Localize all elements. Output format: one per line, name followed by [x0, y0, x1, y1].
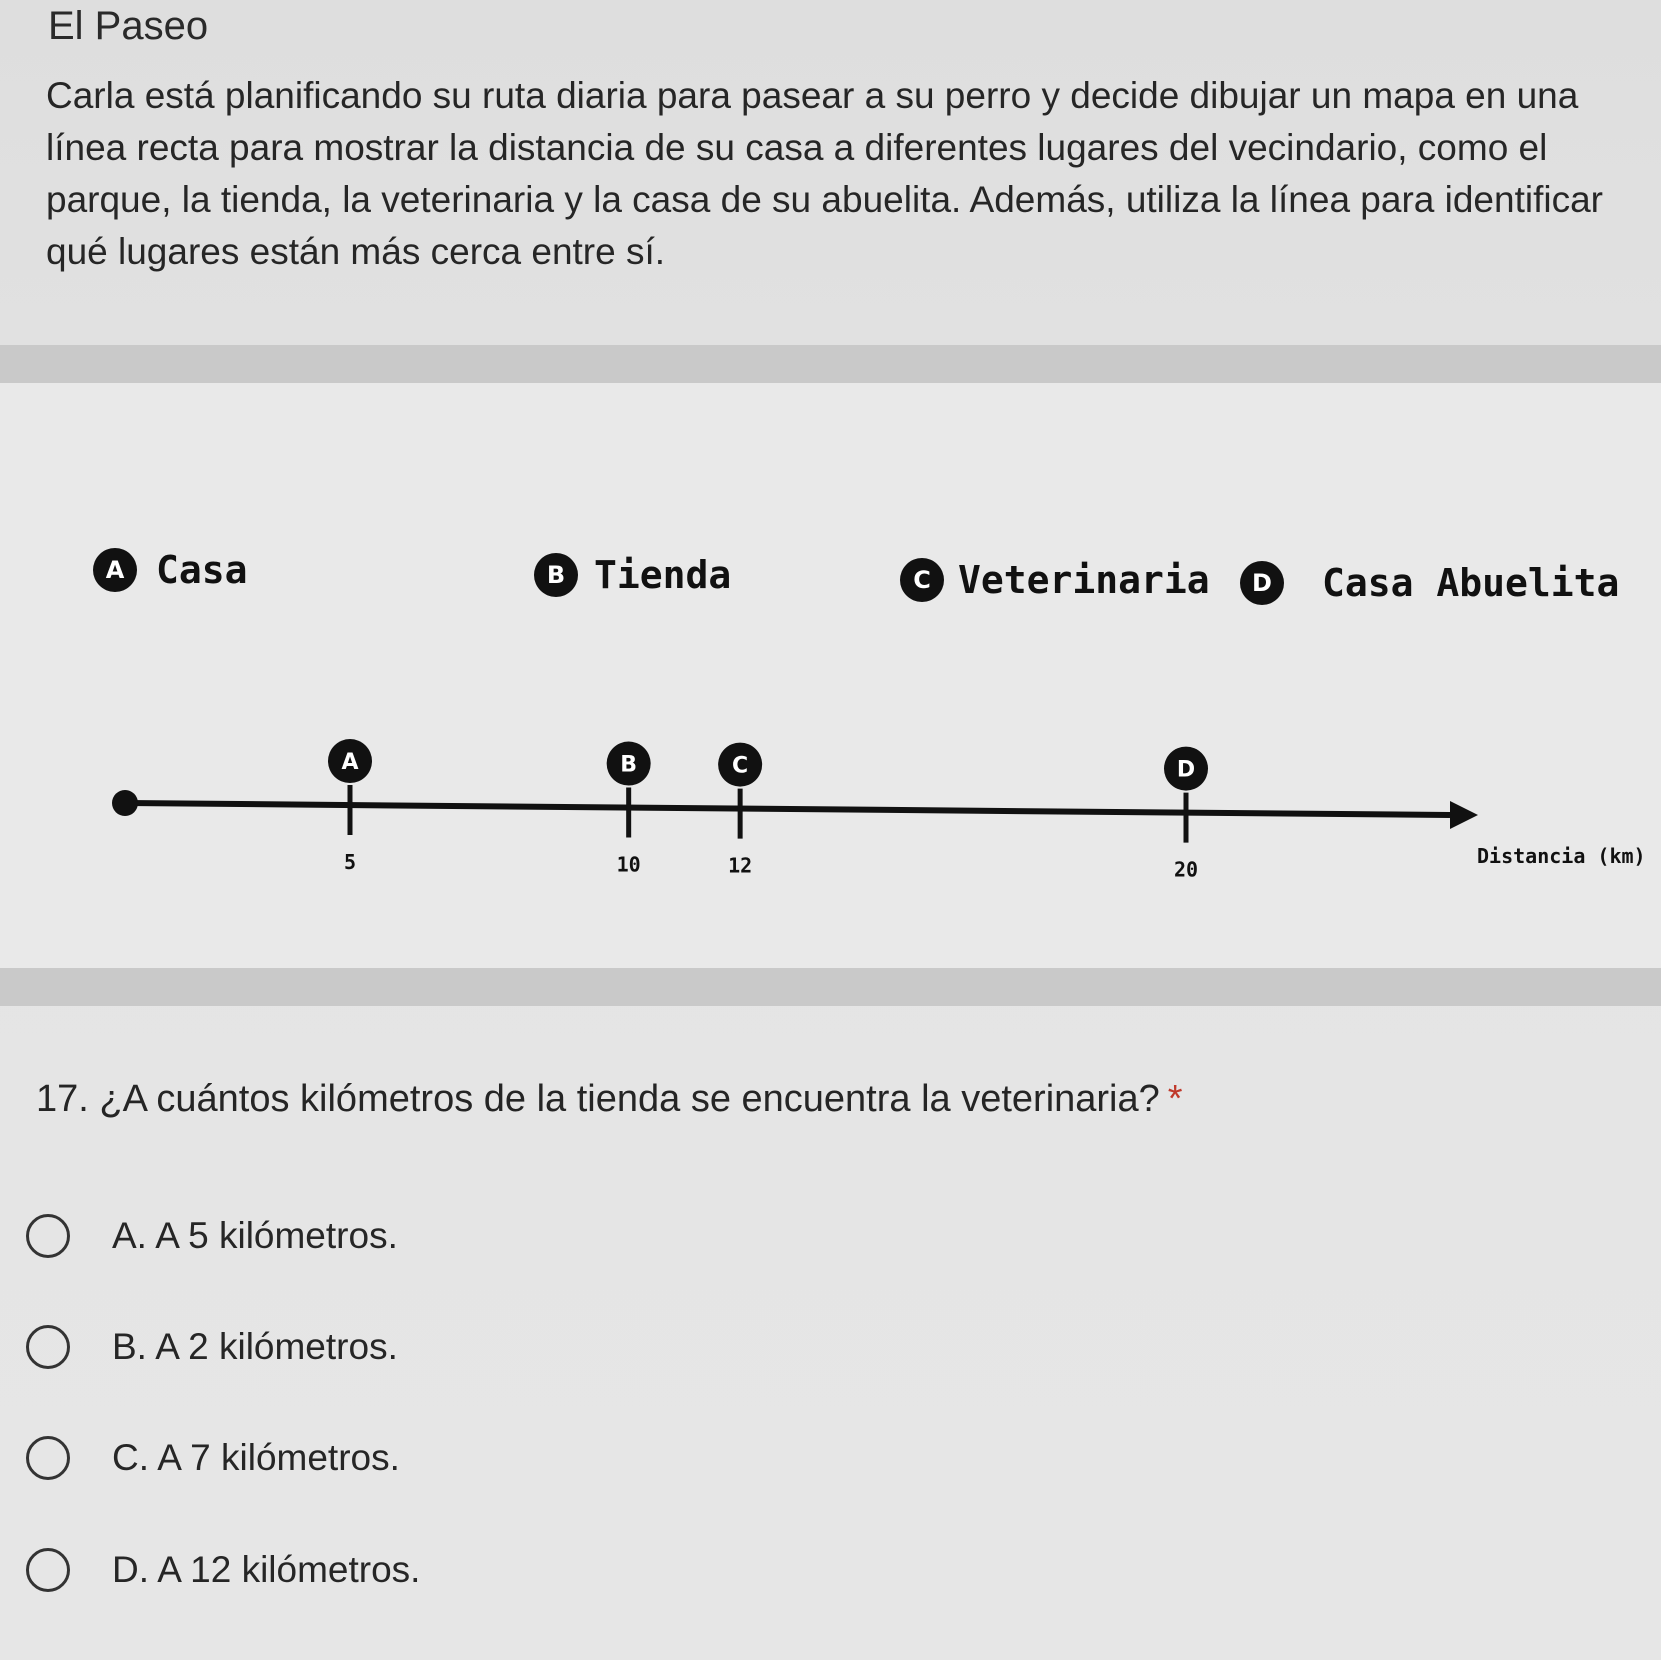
legend-item-d: [1240, 561, 1619, 605]
tick-label-a: 5: [343, 850, 357, 875]
option-c-label: C. A 7 kilómetros.: [112, 1437, 400, 1478]
divider-top: [0, 345, 1661, 383]
point-letter-c: C: [732, 753, 749, 779]
legend-letter-a: A: [105, 556, 125, 584]
radio-circle-icon[interactable]: [26, 1548, 70, 1592]
section-description: Carla está planificando su ruta diaria para pasear a su perro y decide dibujar un mapa en una línea recta para mostrar la distancia de su casa a diferentes lugares del vecindario, como el parque, la tienda, la veterinaria y la casa de su abuelita. Además, utiliza la línea para identificar qué lugares están más cerca entre sí.: [46, 75, 1603, 272]
option-d-label: D. A 12 kilómetros.: [112, 1549, 421, 1590]
question-text: 17. ¿A cuántos kilómetros de la tienda se encuentra la veterinaria?: [36, 1078, 1160, 1120]
tick-label-c: 12: [728, 853, 753, 878]
radio-circle-icon[interactable]: [26, 1214, 70, 1258]
legend-item-a: [93, 548, 248, 592]
legend-item-c: [900, 558, 1210, 602]
number-line-start-dot: [112, 790, 138, 816]
section-title: El Paseo: [48, 4, 209, 48]
number-line-arrow-icon: [1450, 801, 1478, 829]
legend-letter-c: C: [913, 566, 931, 594]
number-line-axis: [125, 803, 1450, 815]
required-marker: *: [1167, 1078, 1183, 1120]
option-b[interactable]: [26, 1317, 398, 1377]
radio-circle-icon[interactable]: [26, 1325, 70, 1369]
tick-label-b: 10: [616, 852, 641, 877]
question-title: [36, 1078, 1183, 1121]
legend-name-c: Veterinaria: [958, 558, 1210, 602]
tick-label-d: 20: [1173, 857, 1199, 882]
legend-letter-d: D: [1252, 569, 1272, 597]
legend-name-d: Casa Abuelita: [1322, 561, 1620, 605]
point-letter-d: D: [1176, 757, 1196, 783]
legend-letter-b: B: [546, 561, 566, 589]
point-letter-a: A: [341, 750, 359, 776]
option-d[interactable]: [26, 1540, 420, 1600]
option-a[interactable]: [26, 1206, 398, 1266]
option-c[interactable]: [26, 1428, 400, 1488]
number-line-svg: [0, 383, 1661, 968]
legend-name-a: Casa: [156, 548, 248, 592]
number-line-figure: [0, 383, 1661, 968]
legend-name-b: Tienda: [594, 553, 732, 597]
point-letter-b: B: [620, 752, 638, 778]
axis-label: Distancia (km): [1477, 844, 1646, 868]
option-b-label: B. A 2 kilómetros.: [112, 1326, 398, 1367]
divider-bottom: [0, 968, 1661, 1006]
option-a-label: A. A 5 kilómetros.: [112, 1215, 398, 1256]
radio-circle-icon[interactable]: [26, 1436, 70, 1480]
legend-item-b: [534, 553, 731, 597]
